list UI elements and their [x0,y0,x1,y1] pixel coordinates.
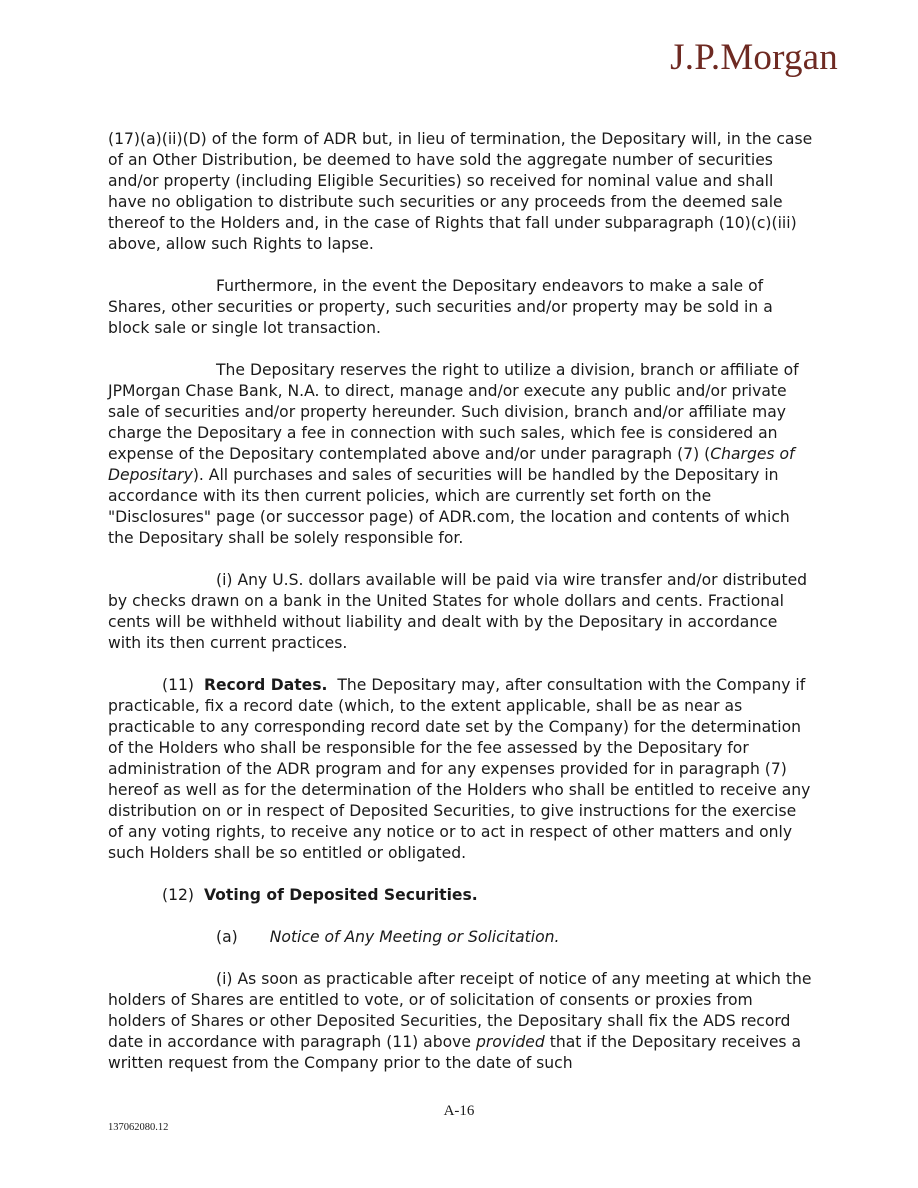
affiliate-text-a: The Depositary reserves the right to utilize a division, branch or affiliate of JPMorgan Chase Bank, N.A. to direct, manage and/or execute any public and/or private sale of securities and/or property hereunder. Such division, branch and/or affiliate may charge the Depositary a fee in connection with such sales, which fee is considered an expense of the Depositary contemplated above and/or under paragraph (7) ( [108,361,799,463]
paragraph-continuation: (17)(a)(ii)(D) of the form of ADR but, in lieu of termination, the Depositary will, in the case of an Other Distribution, be deemed to have sold the aggregate number of securities and/or property (including Eligible Securities) so received for nominal value and shall have no obligation to distribute such securities or any proceeds from the deemed sale thereof to the Holders and, in the case of Rights that fall under subparagraph (10)(c)(iii) above, allow such Rights to lapse. [108,130,813,253]
jpmorgan-logo: J.P.Morgan [670,37,838,78]
meeting-text-b: that if the Depositary receives a written request from the Company prior to the date of such [108,1033,802,1072]
section-12-title: Voting of Deposited Securities. [203,886,478,904]
section-11-title: Record Dates. [203,676,328,694]
section-voting-heading [108,885,814,906]
section-11-number: (11) [162,676,195,694]
charges-of-depositary-ref: Charges of Depositary [108,445,795,484]
paragraph-affiliate-sales [108,360,814,549]
affiliate-text-b: ). All purchases and sales of securities will be handled by the Depositary in accordance with its then current policies, which are currently set forth on the "Disclosures" page (or successor page) of ADR.com, the location and contents of which the Depositary shall be solely responsible for. [108,466,790,547]
document-id: 137062080.12 [108,1122,169,1133]
subsection-notice-heading [108,927,814,948]
document-body [108,129,814,1095]
paragraph-block-sale: Furthermore, in the event the Depositary endeavors to make a sale of Shares, other securities or property, such securities and/or property may be sold in a block sale or single lot transaction. [108,277,773,337]
section-12-number: (12) [162,886,195,904]
subsection-a-title: Notice of Any Meeting or Solicitation. [269,928,560,946]
provided-italic: provided [475,1033,545,1051]
paragraph-meeting-notice [108,969,814,1074]
section-record-dates [108,675,814,864]
paragraph-us-dollars: (i) Any U.S. dollars available will be paid via wire transfer and/or distributed by checks drawn on a bank in the United States for whole dollars and cents. Fractional cents will be withheld without liability and dealt with by the Depositary in accordance with its then current practices. [108,571,808,652]
page-number: A-16 [443,1103,475,1119]
subsection-a-number: (a) [216,928,238,946]
section-11-text: The Depositary may, after consultation with the Company if practicable, fix a record date (which, to the extent applicable, shall be as near as practicable to any corresponding record date set by the Company) for the determination of the Holders who shall be responsible for the fee assessed by the Depositary for administration of the ADR program and for any expenses provided for in paragraph (7) hereof as well as for the determination of the Holders who shall be entitled to receive any distribution on or in respect of Deposited Securities, to give instructions for the exercise of any voting rights, to receive any notice or to act in respect of other matters and only such Holders shall be so entitled or obligated. [108,676,811,862]
meeting-text-a: (i) As soon as practicable after receipt of notice of any meeting at which the holders of Shares are entitled to vote, or of solicitation of consents or proxies from holders of Shares or other Deposited Securities, the Depositary shall fix the ADS record date in accordance with paragraph (11) above [108,970,812,1051]
